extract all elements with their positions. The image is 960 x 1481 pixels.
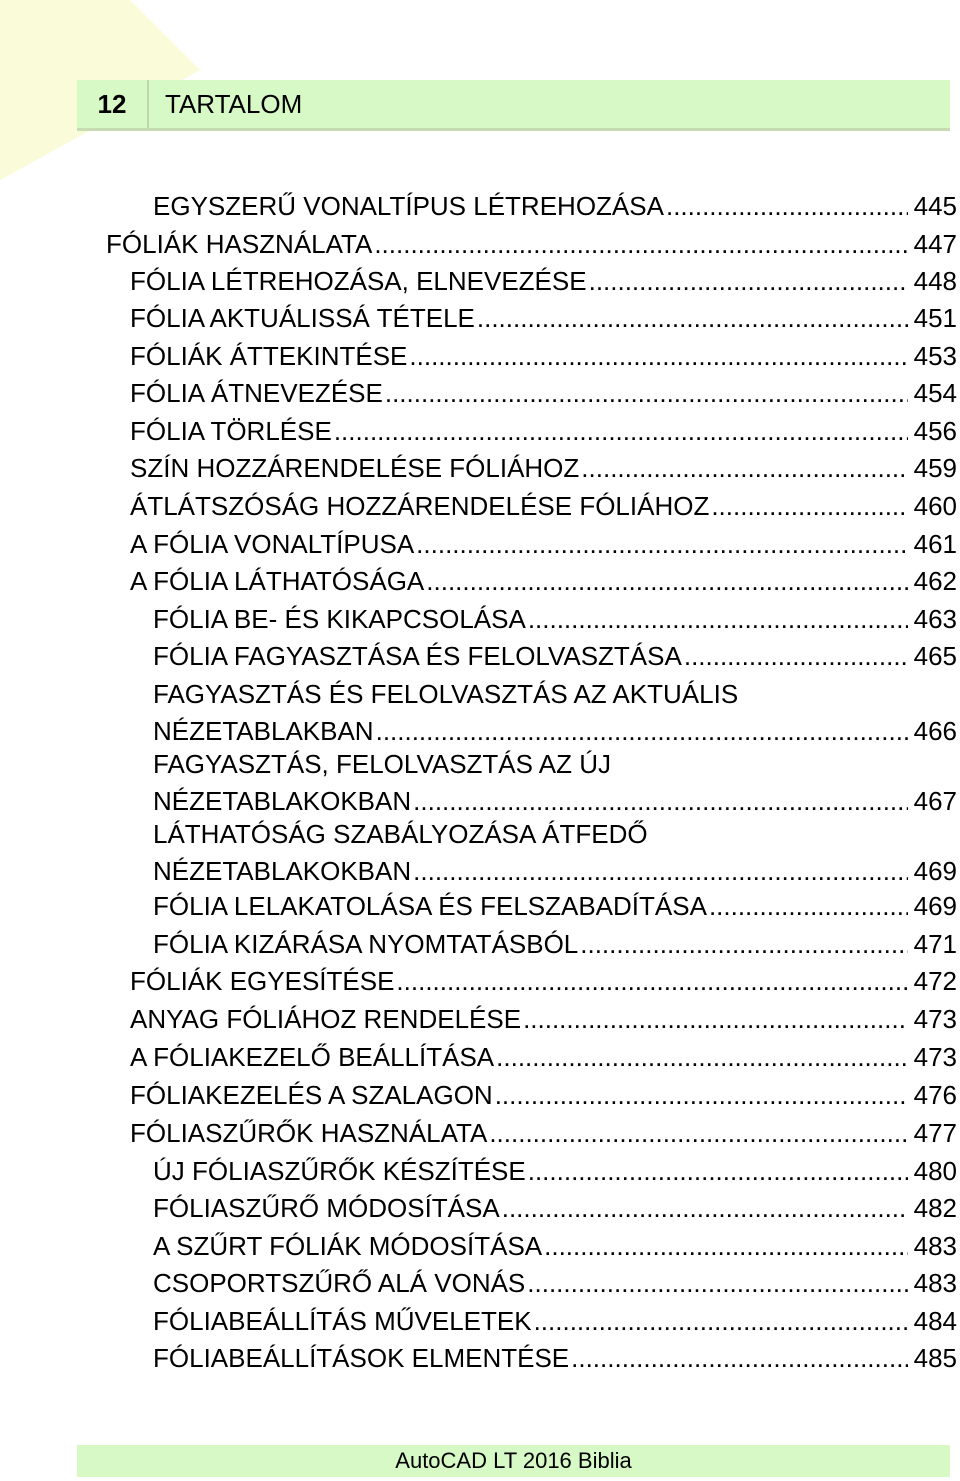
- dot-leader: [528, 1153, 908, 1190]
- toc-entry-title: NÉZETABLAKBAN: [153, 716, 374, 746]
- toc-entry-title: FÓLIA AKTUÁLISSÁ TÉTELE: [130, 303, 475, 333]
- toc-entry-title: A FÓLIA VONALTÍPUSA: [130, 529, 415, 559]
- toc-entry-page-number: 482: [913, 1193, 957, 1223]
- toc-entry-page-number: 472: [913, 966, 957, 996]
- toc-entry-title: FÓLIA TÖRLÉSE: [130, 416, 332, 446]
- dot-leader: [527, 1265, 907, 1302]
- toc-entry-title: FÓLIABEÁLLÍTÁSOK ELMENTÉSE: [153, 1343, 570, 1373]
- toc-entry-title: FÓLIÁK ÁTTEKINTÉSE: [130, 341, 408, 371]
- toc-entry-title: FÓLIASZŰRŐ MÓDOSÍTÁSA: [153, 1193, 500, 1223]
- toc-entry-title: CSOPORTSZŰRŐ ALÁ VONÁS: [153, 1268, 526, 1298]
- toc-entry-page-number: 448: [913, 266, 957, 296]
- toc-entry-title: A FÓLIA LÁTHATÓSÁGA: [130, 566, 425, 596]
- toc-entry-title: EGYSZERŰ VONALTÍPUS LÉTREHOZÁSA: [153, 191, 664, 221]
- dot-leader: [544, 1228, 907, 1265]
- toc-entry[interactable]: [130, 375, 957, 412]
- dot-leader: [528, 601, 908, 638]
- dot-leader: [413, 853, 907, 890]
- toc-entry[interactable]: [153, 1190, 957, 1227]
- dot-leader: [534, 1303, 908, 1340]
- toc-entry-page-number: 476: [913, 1080, 957, 1110]
- toc-entry-page-number: 480: [913, 1156, 957, 1186]
- dot-leader: [580, 926, 907, 963]
- toc-entry-page-number: 465: [913, 641, 957, 671]
- toc-entry-title: FÓLIA LÉTREHOZÁSA, ELNEVEZÉSE: [130, 266, 587, 296]
- toc-entry[interactable]: [153, 746, 957, 820]
- toc-entry-title: NÉZETABLAKOKBAN: [153, 856, 412, 886]
- dot-leader: [413, 783, 907, 820]
- toc-entry-page-number: 451: [913, 303, 957, 333]
- toc-entry[interactable]: [130, 563, 957, 600]
- toc-entry-page-number: 461: [913, 529, 957, 559]
- toc-entry[interactable]: [153, 601, 957, 638]
- toc-entry-title: FÓLIA BE- ÉS KIKAPCSOLÁSA: [153, 604, 526, 634]
- toc-entry-title: FÓLIAKEZELÉS A SZALAGON: [130, 1080, 493, 1110]
- dot-leader: [589, 263, 908, 300]
- toc-entry-title: A SZŰRT FÓLIÁK MÓDOSÍTÁSA: [153, 1231, 543, 1261]
- toc-entry[interactable]: [153, 676, 957, 750]
- toc-entry-page-number: 477: [913, 1118, 957, 1148]
- toc-entry-title: FÓLIÁK EGYESÍTÉSE: [130, 966, 395, 996]
- toc-entry[interactable]: [130, 413, 957, 450]
- toc-entry-page-number: 473: [913, 1004, 957, 1034]
- toc-entry[interactable]: [130, 1077, 957, 1114]
- dot-leader: [571, 1340, 907, 1377]
- dot-leader: [495, 1077, 908, 1114]
- toc-entry-page-number: 483: [913, 1268, 957, 1298]
- footer-book-title: AutoCAD LT 2016 Biblia: [395, 1448, 632, 1473]
- toc-entry-page-number: 484: [913, 1306, 957, 1336]
- toc-entry[interactable]: [153, 926, 957, 963]
- toc-entry-title: FÓLIA ÁTNEVEZÉSE: [130, 378, 383, 408]
- toc-entry[interactable]: [130, 338, 957, 375]
- toc-entry[interactable]: [130, 1115, 957, 1152]
- toc-entry[interactable]: [130, 963, 957, 1000]
- dot-leader: [374, 226, 907, 263]
- toc-entry-title-line1: FAGYASZTÁS ÉS FELOLVASZTÁS AZ AKTUÁLIS: [153, 679, 739, 709]
- toc-entry[interactable]: [153, 1303, 957, 1340]
- toc-entry-page-number: 469: [913, 891, 957, 921]
- toc-entry-title: NÉZETABLAKOKBAN: [153, 786, 412, 816]
- toc-entry-page-number: 456: [913, 416, 957, 446]
- dot-leader: [477, 300, 908, 337]
- toc-entry-page-number: 467: [913, 786, 957, 816]
- dot-leader: [385, 375, 908, 412]
- toc-entry-page-number: 471: [913, 929, 957, 959]
- dot-leader: [581, 450, 907, 487]
- toc-entry-page-number: 466: [913, 716, 957, 746]
- toc-entry-title: ÁTLÁTSZÓSÁG HOZZÁRENDELÉSE FÓLIÁHOZ: [130, 491, 710, 521]
- toc-entry[interactable]: [153, 638, 957, 675]
- toc-entry-title: FÓLIA FAGYASZTÁSA ÉS FELOLVASZTÁSA: [153, 641, 682, 671]
- toc-entry[interactable]: [153, 1265, 957, 1302]
- dot-leader: [334, 413, 908, 450]
- toc-entry-page-number: 459: [913, 453, 957, 483]
- dot-leader: [416, 526, 907, 563]
- toc-entry-title: FÓLIÁK HASZNÁLATA: [106, 229, 373, 259]
- dot-leader: [711, 488, 907, 525]
- toc-entry-page-number: 445: [913, 191, 957, 221]
- toc-entry-page-number: 462: [913, 566, 957, 596]
- toc-entry[interactable]: [130, 488, 957, 525]
- dot-leader: [489, 1115, 907, 1152]
- toc-entry[interactable]: [130, 263, 957, 300]
- toc-entry-title-line1: FAGYASZTÁS, FELOLVASZTÁS AZ ÚJ: [153, 749, 611, 779]
- toc-entry[interactable]: [130, 1001, 957, 1038]
- dot-leader: [684, 638, 908, 675]
- dot-leader: [709, 888, 908, 925]
- toc-entry[interactable]: [130, 300, 957, 337]
- toc-entry[interactable]: [106, 226, 957, 263]
- toc-entry-title: FÓLIA LELAKATOLÁSA ÉS FELSZABADÍTÁSA: [153, 891, 707, 921]
- toc-entry-page-number: 453: [913, 341, 957, 371]
- dot-leader: [376, 713, 908, 750]
- page-number: 12: [77, 80, 149, 128]
- toc-entry[interactable]: [153, 1340, 957, 1377]
- toc-entry[interactable]: [130, 1039, 957, 1076]
- toc-entry-page-number: 460: [913, 491, 957, 521]
- toc-entry[interactable]: [130, 526, 957, 563]
- dot-leader: [409, 338, 907, 375]
- toc-entry-title: SZÍN HOZZÁRENDELÉSE FÓLIÁHOZ: [130, 453, 580, 483]
- dot-leader: [396, 963, 907, 1000]
- toc-entry[interactable]: [153, 888, 957, 925]
- page-title: TARTALOM: [165, 88, 303, 119]
- dot-leader: [496, 1039, 907, 1076]
- toc-entry[interactable]: [153, 188, 957, 225]
- toc-entry-title: FÓLIASZŰRŐK HASZNÁLATA: [130, 1118, 488, 1148]
- toc-entry-title-line1: LÁTHATÓSÁG SZABÁLYOZÁSA ÁTFEDŐ: [153, 819, 648, 849]
- toc-entry-page-number: 473: [913, 1042, 957, 1072]
- dot-leader: [666, 188, 908, 225]
- toc-entry[interactable]: [153, 1228, 957, 1265]
- toc-entry-page-number: 454: [913, 378, 957, 408]
- toc-entry-page-number: 469: [913, 856, 957, 886]
- toc-entry-title: ANYAG FÓLIÁHOZ RENDELÉSE: [130, 1004, 522, 1034]
- toc-entry-page-number: 463: [913, 604, 957, 634]
- toc-entry-page-number: 483: [913, 1231, 957, 1261]
- toc-entry[interactable]: [130, 450, 957, 487]
- dot-leader: [502, 1190, 908, 1227]
- toc-entry-title: A FÓLIAKEZELŐ BEÁLLÍTÁSA: [130, 1042, 495, 1072]
- toc-entry-page-number: 485: [913, 1343, 957, 1373]
- dot-leader: [523, 1001, 908, 1038]
- toc-entry-title: FÓLIABEÁLLÍTÁS MŰVELETEK: [153, 1306, 532, 1336]
- toc-entry-title: ÚJ FÓLIASZŰRŐK KÉSZÍTÉSE: [153, 1156, 526, 1186]
- dot-leader: [426, 563, 907, 600]
- page-footer: [77, 1445, 950, 1477]
- toc-entry-page-number: 447: [913, 229, 957, 259]
- toc-entry[interactable]: [153, 816, 957, 890]
- toc-entry[interactable]: [153, 1153, 957, 1190]
- toc-entry-title: FÓLIA KIZÁRÁSA NYOMTATÁSBÓL: [153, 929, 579, 959]
